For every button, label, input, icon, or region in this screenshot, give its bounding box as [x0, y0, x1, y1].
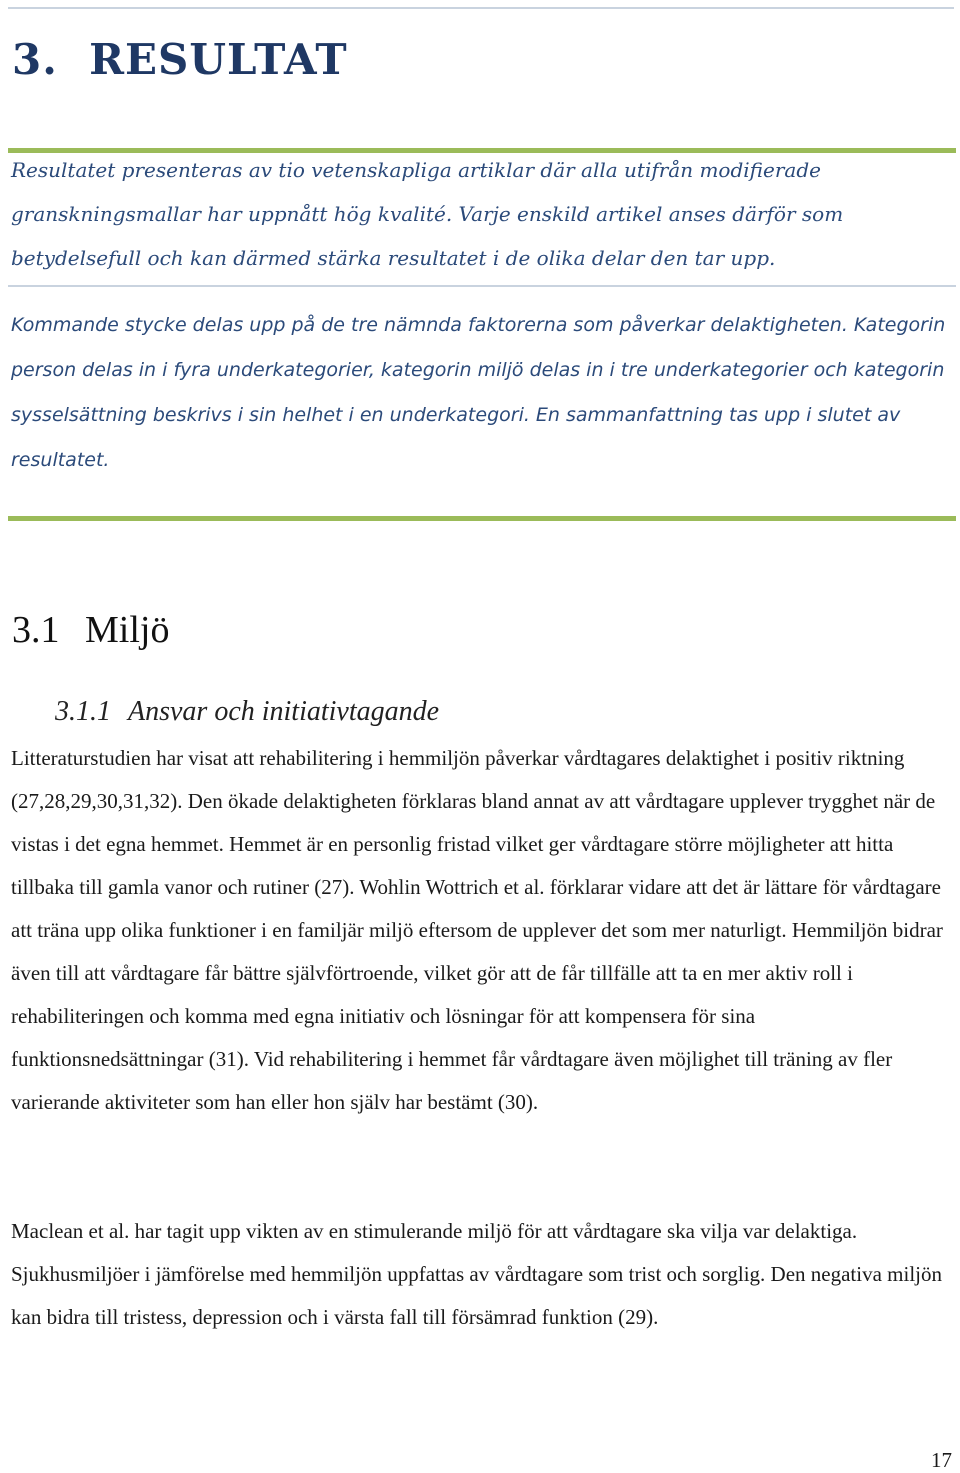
chapter-heading	[12, 30, 348, 90]
intro-categories-paragraph: Kommande stycke delas upp på de tre nämnda faktorerna som påverkar delaktigheten. Kategorin person delas in i fyra underkategorier, kategorin miljö delas in i tre underkategorier och kategorin sysselsättning beskrivs i sin helhet i en underkategori. En sammanfattning tas upp i slutet av resultatet.	[11, 314, 946, 471]
section-title: Miljö	[85, 609, 170, 651]
body-paragraph-1: Litteraturstudien har visat att rehabilitering i hemmiljön påverkar vårdtagares delaktighet i positiv riktning (27,28,29,30,31,32). Den ökade delaktigheten förklaras bland annat av att vårdtagare upplever trygghet när de vistas i det egna hemmet. Hemmet är en personlig fristad vilket ger vårdtagare större möjligheter att hitta tillbaka till gamla vanor och rutiner (27). Wohlin Wottrich et al. förklarar vidare att det är lättare för vårdtagare att träna upp olika funktioner i en familjär miljö eftersom de upplever det som mer naturligt. Hemmiljön bidrar även till att vårdtagare får bättre självförtroende, vilket gör att de får tillfälle att ta en mer aktiv roll i rehabiliteringen och komma med egna initiativ och lösningar för att kompensera för sina funktionsnedsättningar (31). Vid rehabilitering i hemmet får vårdtagare även möjlighet till träning av fler varierande aktiviteter som han eller hon själv har bestämt (30).	[11, 746, 943, 1114]
subsection-number: 3.1.1	[55, 696, 111, 727]
top-divider	[8, 7, 954, 9]
chapter-title: RESULTAT	[89, 35, 348, 84]
chapter-number: 3.	[12, 35, 58, 84]
intro-paragraph: Resultatet presenteras av tio vetenskapliga artiklar där alla utifrån modifierade granskningsmallar har uppnått hög kvalité. Varje enskild artikel anses därför som betydelsefull och kan därmed stärka resultatet i de olika delar den tar upp.	[11, 158, 844, 270]
page-number: 17	[931, 1448, 952, 1472]
subsection-title: Ansvar och initiativtagande	[128, 696, 440, 727]
body-paragraph-2: Maclean et al. har tagit upp vikten av en stimulerande miljö för att vårdtagare ska vilja var delaktiga. Sjukhusmiljöer i jämförelse med hemmiljön uppfattas av vårdtagare som trist och sorglig. Den negativa miljön kan bidra till tristess, depression och i värsta fall till försämrad funktion (29).	[11, 1219, 943, 1329]
section-number: 3.1	[12, 609, 60, 651]
intro-divider	[8, 285, 956, 287]
intro-bottom-rule	[8, 516, 956, 521]
section-heading	[12, 605, 169, 655]
subsection-heading	[55, 692, 439, 732]
